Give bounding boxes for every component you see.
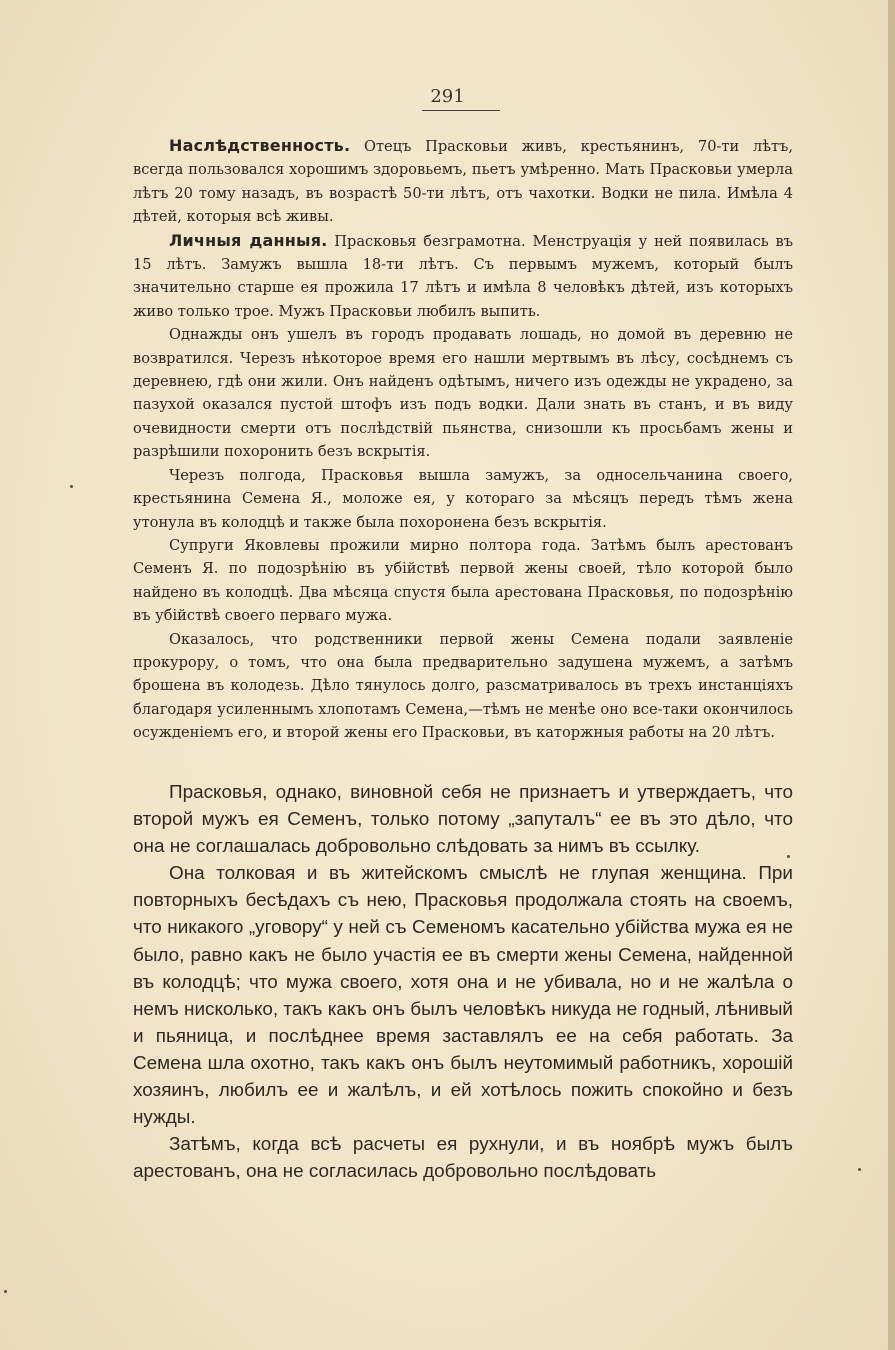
page-edge — [888, 0, 895, 1350]
personal-data-paragraph — [133, 229, 793, 324]
small-paragraph: Черезъ полгода, Прасковья вышла замужъ, за односельчанина своего, крестьянина Семена Я., моложе ея, у котораго за мѣсяцъ передъ тѣмъ жена утонула въ колодцѣ и также была похоронена безъ вскрытія. — [133, 466, 793, 531]
paper-speck — [787, 855, 790, 858]
page-number: 291 — [430, 86, 465, 107]
small-paragraph: Оказалось, что родственники первой жены Семена подали заявленіе прокурору, о томъ, что она была предварительно задушена мужемъ, а затѣмъ брошена въ колодезь. Дѣло тянулось долго, разсматривалось въ трехъ инстанціяхъ благодаря усиленнымъ хлопотамъ Семена,—тѣмъ не менѣе оно все-таки окончилось осужденіемъ его, и второй жены его Прасковьи, въ каторжныя работы на 20 лѣтъ. — [133, 630, 793, 742]
large-paragraph: Она толковая и въ житейскомъ смыслѣ не глупая женщина. При повторныхъ бесѣдахъ съ нею, Прасковья продолжала стоять на своемъ, что никакого „уговору“ у ней съ Семеномъ касательно убійства мужа ея не было, равно какъ не было участія ее въ смерти жены Семена, найденной въ колодцѣ; что мужа своего, хотя она и не убивала, но и не жалѣла о немъ нисколько, такъ какъ онъ былъ человѣкъ никуда не годный, лѣнивый и пьяница, и послѣднее время заставлялъ ее на себя работать. За Семена шла охотно, такъ какъ онъ былъ неутомимый работникъ, хорошій хозяинъ, любилъ ее и жалѣлъ, и ей хотѣлось пожить спокойно и безъ нужды. — [133, 863, 793, 1129]
small-paragraph: Супруги Яковлевы прожили мирно полтора года. Затѣмъ былъ арестованъ Семенъ Я. по подозрѣнію въ убійствѣ первой жены своей, тѣло которой было найдено въ колодцѣ. Два мѣсяца спустя была арестована Прасковья, по подозрѣнію въ убійствѣ своего перваго мужа. — [133, 536, 793, 625]
personal-data-text: Прасковья безграмотна. Менструація у ней появилась въ 15 лѣтъ. Замужъ вышла 18-ти лѣтъ. Съ первымъ мужемъ, который былъ значительно старше ея прожила 17 лѣтъ и имѣла 8 человѣкъ дѣтей, изъ которыхъ живо только трое. Мужъ Прасковьи любилъ выпить. — [133, 232, 794, 320]
heredity-paragraph — [133, 134, 793, 229]
page-number-rule — [422, 110, 500, 111]
small-paragraph: Однажды онъ ушелъ въ городъ продавать лошадь, но домой въ деревню не возвратился. Черезъ нѣкоторое время его нашли мертвымъ въ лѣсу, сосѣднемъ съ деревнею, гдѣ они жили. Онъ найденъ одѣтымъ, ничего изъ одежды не украдено, за пазухой оказался пустой штофъ изъ подъ водки. Дали знать въ станъ, и въ виду очевидности смерти отъ послѣдствій пьянства, снизошли къ просьбамъ жены и разрѣшили похоронить безъ вскрытія. — [133, 326, 793, 461]
heredity-heading: Наслѣдственность. — [169, 136, 351, 155]
large-print-section — [133, 779, 793, 1185]
paper-speck — [70, 485, 73, 488]
small-print-section — [133, 134, 793, 745]
large-paragraph: Затѣмъ, когда всѣ расчеты ея рухнули, и въ ноябрѣ мужъ былъ арестованъ, она не согласилась добровольно послѣдовать — [133, 1134, 793, 1183]
paper-speck — [858, 1168, 861, 1171]
large-paragraph: Прасковья, однако, виновной себя не признаетъ и утверждаетъ, что второй мужъ ея Семенъ, только потому „запуталъ“ ее въ это дѣло, что она не соглашалась добровольно слѣдовать за нимъ въ ссылку. — [133, 782, 793, 858]
paper-speck — [4, 1290, 7, 1293]
heredity-text: Отецъ Прасковьи живъ, крестьянинъ, 70-ти лѣтъ, всегда пользовался хорошимъ здоровьемъ, пьетъ умѣренно. Мать Прасковьи умерла лѣтъ 20 тому назадъ, въ возрастѣ 50-ти лѣтъ, отъ чахотки. Водки не пила. Имѣла 4 дѣтей, которыя всѣ живы. — [133, 138, 794, 226]
personal-data-heading: Личныя данныя. — [169, 230, 328, 250]
